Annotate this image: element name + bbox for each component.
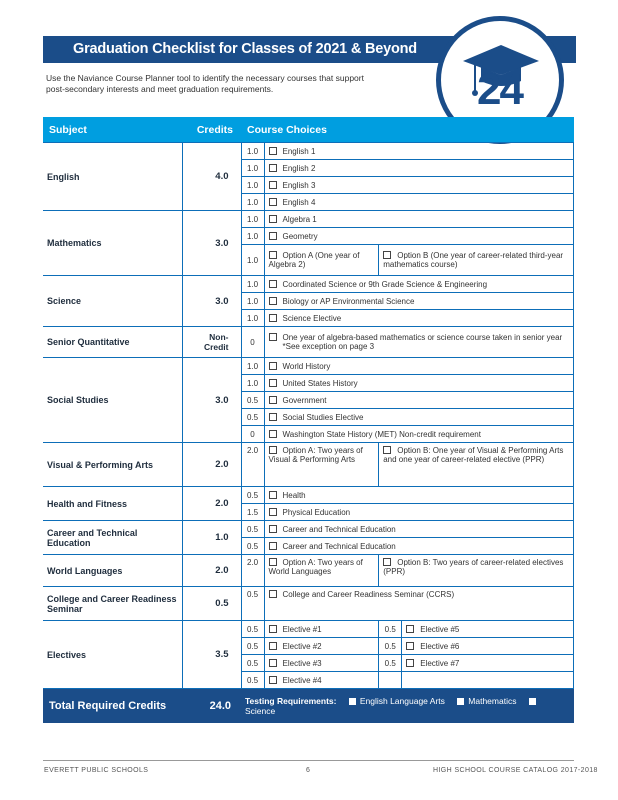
credits-electives: 3.5 [182, 621, 241, 689]
header-choices: Course Choices [241, 117, 574, 143]
subject-english: English [43, 143, 182, 211]
table-row [43, 487, 574, 504]
table-row [43, 276, 574, 293]
credits-cte: 1.0 [182, 521, 241, 555]
table-row [43, 358, 574, 375]
table-row [43, 555, 574, 587]
table-row [43, 211, 574, 228]
course-choice-alt[interactable] [379, 443, 574, 487]
course-credit: 1.0 [241, 194, 264, 211]
credits-english: 4.0 [182, 143, 241, 211]
checkbox-icon[interactable] [406, 659, 414, 667]
header-credits: Credits [182, 117, 241, 143]
course-label: College and Career Readiness Seminar (CCRS) [282, 590, 455, 599]
course-choice[interactable] [402, 655, 574, 672]
course-choice[interactable] [264, 293, 574, 310]
course-label: Biology or AP Environmental Science [282, 296, 415, 306]
checkbox-icon[interactable] [269, 590, 277, 598]
table-row [43, 327, 574, 358]
checkbox-icon[interactable] [529, 698, 536, 705]
checkbox-icon[interactable] [269, 558, 277, 566]
checkbox-icon[interactable] [269, 362, 277, 370]
course-label: World History [282, 361, 331, 371]
testing-label: Testing Requirements: [245, 696, 337, 706]
test-science: Science [245, 706, 276, 716]
course-credit: 0.5 [241, 487, 264, 504]
checkbox-icon[interactable] [383, 251, 391, 259]
checkbox-icon[interactable] [457, 698, 464, 705]
checkbox-icon[interactable] [269, 625, 277, 633]
course-label: English 2 [282, 163, 316, 173]
checkbox-icon[interactable] [269, 430, 277, 438]
course-choice[interactable] [264, 375, 574, 392]
course-label: Elective #7 [420, 658, 460, 668]
course-label: Option B: Two years of career-related electives (PPR) [383, 558, 564, 576]
course-choice[interactable] [264, 276, 574, 293]
course-label: Elective #3 [282, 658, 322, 668]
credits-social: 3.0 [182, 358, 241, 443]
subject-cte: Career and Technical Education [43, 521, 182, 555]
total-credits: 24.0 [182, 689, 241, 724]
subject-senior: Senior Quantitative [43, 327, 182, 358]
course-credit: 0 [241, 327, 264, 358]
course-choice[interactable] [264, 538, 574, 555]
course-label: Washington State History (MET) Non-credit requirement [282, 429, 481, 439]
course-credit: 0.5 [241, 655, 264, 672]
course-choice[interactable] [264, 487, 574, 504]
course-credit: 0.5 [241, 392, 264, 409]
course-choice-alt[interactable] [379, 245, 574, 276]
footer-right: HIGH SCHOOL COURSE CATALOG 2017-2018 [433, 767, 598, 774]
credits-science: 3.0 [182, 276, 241, 327]
course-label: Coordinated Science or 9th Grade Science & Engineering [282, 279, 488, 289]
course-label: Option A (One year of Algebra 2) [268, 251, 360, 269]
empty-cell [402, 672, 574, 689]
course-credit: 1.0 [241, 310, 264, 327]
footer-page: 6 [306, 767, 311, 774]
course-credit: 0.5 [241, 409, 264, 426]
checkbox-icon[interactable] [269, 333, 277, 341]
course-label: United States History [282, 378, 358, 388]
table-row [43, 443, 574, 487]
course-credit: 1.0 [241, 177, 264, 194]
course-choice[interactable] [264, 655, 379, 672]
course-choice[interactable] [264, 327, 574, 358]
course-label: Option A: Two years of Visual & Performing Arts [268, 446, 363, 464]
course-credit: 1.0 [241, 245, 264, 276]
checkbox-icon[interactable] [269, 642, 277, 650]
subject-ccr: College and Career Readiness Seminar [43, 587, 182, 621]
checkbox-icon[interactable] [269, 232, 277, 240]
total-label: Total Required Credits [43, 689, 182, 724]
test-ela: English Language Arts [359, 696, 445, 706]
course-choice[interactable] [264, 587, 574, 621]
course-credit: 1.0 [241, 211, 264, 228]
course-label: Algebra 1 [282, 214, 317, 224]
course-choice[interactable] [264, 621, 379, 638]
course-choice-alt[interactable] [379, 555, 574, 587]
subject-world: World Languages [43, 555, 182, 587]
course-choice[interactable] [402, 638, 574, 655]
course-choice[interactable] [264, 194, 574, 211]
course-label: One year of algebra-based mathematics or science course taken in senior year [282, 333, 563, 342]
course-credit: 0.5 [379, 621, 402, 638]
course-choice[interactable] [264, 409, 574, 426]
checkbox-icon[interactable] [406, 642, 414, 650]
checkbox-icon[interactable] [269, 413, 277, 421]
course-choice[interactable] [264, 358, 574, 375]
course-choice[interactable] [264, 443, 379, 487]
course-choice[interactable] [264, 521, 574, 538]
course-credit: 1.0 [241, 160, 264, 177]
checkbox-icon[interactable] [269, 676, 277, 684]
credits-senior: Non-Credit [182, 327, 241, 358]
checkbox-icon[interactable] [269, 508, 277, 516]
checkbox-icon[interactable] [269, 379, 277, 387]
table-row [43, 587, 574, 621]
course-choice[interactable] [264, 160, 574, 177]
course-choice[interactable] [264, 638, 379, 655]
subject-social: Social Studies [43, 358, 182, 443]
total-row [43, 689, 574, 724]
checkbox-icon[interactable] [349, 698, 356, 705]
course-credit: 0.5 [379, 655, 402, 672]
course-credit: 0.5 [241, 587, 264, 621]
course-label: Elective #5 [420, 624, 460, 634]
course-credit: 1.0 [241, 358, 264, 375]
credits-arts: 2.0 [182, 443, 241, 487]
intro-text: Use the Naviance Course Planner tool to identify the necessary courses that support post-secondary interests and meet graduation requirements. [46, 73, 364, 94]
checkbox-icon[interactable] [269, 314, 277, 322]
credits-ccr: 0.5 [182, 587, 241, 621]
subject-health: Health and Fitness [43, 487, 182, 521]
checkbox-icon[interactable] [406, 625, 414, 633]
checkbox-icon[interactable] [269, 659, 277, 667]
course-credit: 0.5 [241, 538, 264, 555]
checkbox-icon[interactable] [269, 446, 277, 454]
checkbox-icon[interactable] [269, 280, 277, 288]
course-label: Career and Technical Education [282, 524, 396, 534]
checkbox-icon[interactable] [269, 164, 277, 172]
course-label: English 3 [282, 180, 316, 190]
course-choice[interactable] [264, 143, 574, 160]
testing-requirements [241, 689, 574, 724]
course-credit: 1.0 [241, 276, 264, 293]
course-label: Elective #6 [420, 641, 460, 651]
course-choice[interactable] [264, 211, 574, 228]
empty-cell [379, 672, 402, 689]
checklist-table [43, 117, 574, 723]
table-row [43, 521, 574, 538]
course-label: Physical Education [282, 507, 351, 517]
checkbox-icon[interactable] [269, 215, 277, 223]
course-choice[interactable] [264, 177, 574, 194]
course-credit: 1.0 [241, 228, 264, 245]
course-choice[interactable] [264, 245, 379, 276]
course-label: Social Studies Elective [282, 412, 364, 422]
course-credit: 1.5 [241, 504, 264, 521]
course-label: Geometry [282, 231, 318, 241]
course-label: Career and Technical Education [282, 541, 396, 551]
checkbox-icon[interactable] [383, 446, 391, 454]
table-row [43, 621, 574, 638]
checkbox-icon[interactable] [269, 251, 277, 259]
course-choice[interactable] [264, 392, 574, 409]
checkbox-icon[interactable] [269, 491, 277, 499]
course-choice[interactable] [264, 555, 379, 587]
footer-left: EVERETT PUBLIC SCHOOLS [44, 767, 149, 774]
subject-arts: Visual & Performing Arts [43, 443, 182, 487]
course-credit: 1.0 [241, 375, 264, 392]
course-label: Elective #1 [282, 624, 322, 634]
subject-math: Mathematics [43, 211, 182, 276]
checkbox-icon[interactable] [269, 297, 277, 305]
course-choice[interactable] [264, 228, 574, 245]
course-choice[interactable] [264, 504, 574, 521]
course-credit: 0.5 [241, 638, 264, 655]
course-choice[interactable] [264, 310, 574, 327]
course-label: Health [282, 490, 306, 500]
course-label: Option A: Two years of World Languages [268, 558, 363, 576]
checkbox-icon[interactable] [269, 198, 277, 206]
course-choice[interactable] [264, 426, 574, 443]
checkbox-icon[interactable] [269, 147, 277, 155]
subject-electives: Electives [43, 621, 182, 689]
credits-world: 2.0 [182, 555, 241, 587]
checkbox-icon[interactable] [269, 525, 277, 533]
header-subject: Subject [43, 117, 182, 143]
course-label: English 4 [282, 197, 316, 207]
checkbox-icon[interactable] [269, 396, 277, 404]
badge-number: 24 [477, 65, 522, 114]
checkbox-icon[interactable] [269, 542, 277, 550]
table-row [43, 143, 574, 160]
course-credit: 2.0 [241, 555, 264, 587]
course-credit: 0 [241, 426, 264, 443]
footer-divider [43, 760, 574, 761]
course-credit: 0.5 [379, 638, 402, 655]
credits-math: 3.0 [182, 211, 241, 276]
course-choice[interactable] [402, 621, 574, 638]
course-label: Option B (One year of career-related third-year mathematics course) [383, 251, 564, 269]
course-choice[interactable] [264, 672, 379, 689]
course-label: Government [282, 395, 327, 405]
course-credit: 1.0 [241, 293, 264, 310]
course-credit: 2.0 [241, 443, 264, 487]
course-label: English 1 [282, 146, 316, 156]
course-label: Option B: One year of Visual & Performing Arts and one year of career-related elective (PPR) [383, 446, 564, 464]
page-title: Graduation Checklist for Classes of 2021 & Beyond [73, 41, 417, 57]
course-credit: 0.5 [241, 621, 264, 638]
course-credit: 1.0 [241, 143, 264, 160]
course-label: Elective #2 [282, 641, 322, 651]
course-note: *See exception on page 3 [282, 342, 375, 351]
table-header [43, 117, 574, 143]
checkbox-icon[interactable] [383, 558, 391, 566]
course-label: Elective #4 [282, 675, 322, 685]
test-math: Mathematics [468, 696, 517, 706]
subject-science: Science [43, 276, 182, 327]
course-credit: 0.5 [241, 521, 264, 538]
course-label: Science Elective [282, 313, 342, 323]
credits-health: 2.0 [182, 487, 241, 521]
checkbox-icon[interactable] [269, 181, 277, 189]
course-credit: 0.5 [241, 672, 264, 689]
